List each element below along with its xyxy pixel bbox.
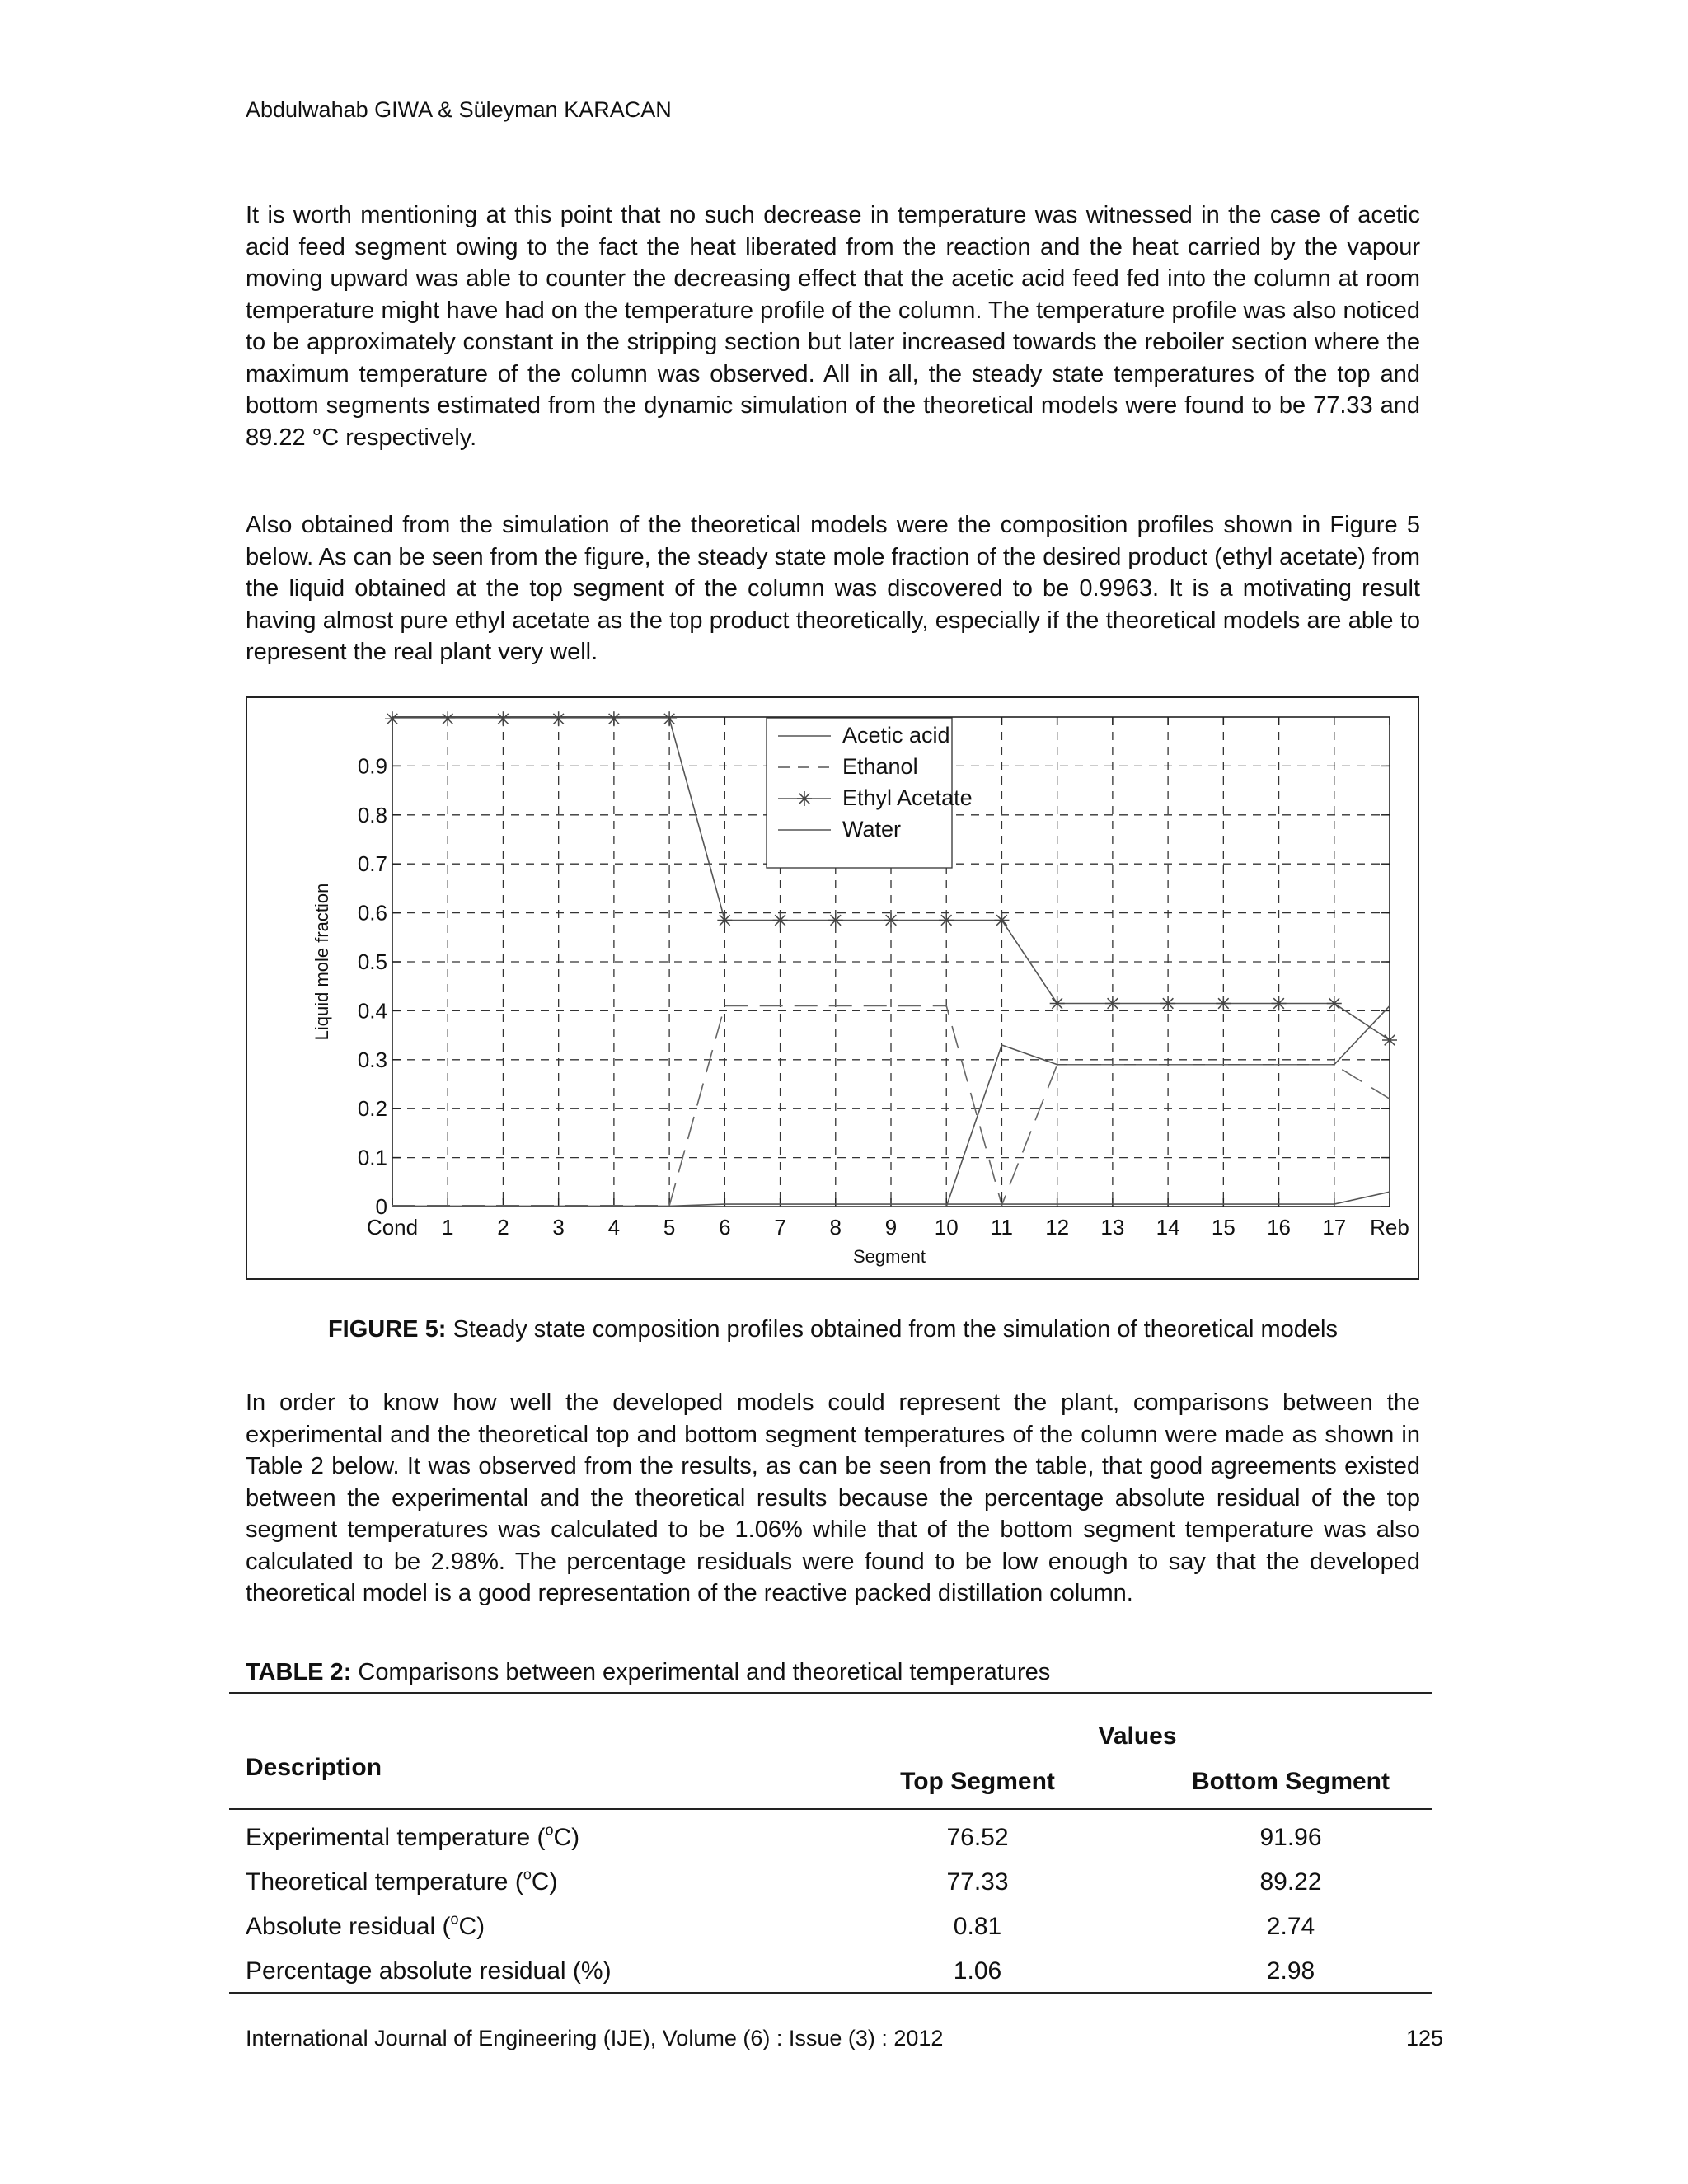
x-tick-label: Cond [366,1215,419,1240]
data-point-ethyl-acetate [440,711,455,726]
footer-page-number: 125 [1406,2026,1444,2050]
table-top-rule [229,1692,1432,1694]
data-point-ethyl-acetate [773,913,788,928]
composition-profile-chart [247,698,1418,1278]
y-tick-label: 0.8 [357,802,387,827]
y-tick-label: 0.3 [357,1047,387,1072]
data-point-ethyl-acetate [1272,996,1287,1010]
y-tick-label: 0.5 [357,949,387,974]
y-tick-label: 0 [375,1194,387,1219]
x-tick-label: 3 [552,1215,565,1240]
x-tick-label: 12 [1045,1215,1070,1240]
data-point-ethyl-acetate [1160,996,1175,1010]
table-row-top: 1.06 [953,1957,1002,1985]
x-tick-label: 15 [1211,1215,1236,1240]
x-tick-label: 16 [1267,1215,1292,1240]
y-tick-label: 0.9 [357,753,387,779]
table-header-top-segment: Top Segment [900,1768,1055,1795]
x-tick-label: 13 [1100,1215,1125,1240]
x-tick-label: 8 [829,1215,842,1240]
legend-label-ethyl-acetate: Ethyl Acetate [842,785,973,810]
legend-label-water: Water [842,817,902,841]
y-tick-label: 0.4 [357,998,387,1024]
x-tick-label: 11 [990,1215,1013,1240]
data-point-ethyl-acetate [828,913,843,928]
data-point-ethyl-acetate [994,913,1009,928]
table-header-description: Description [246,1754,382,1781]
x-tick-label: 7 [774,1215,786,1240]
data-point-ethyl-acetate [551,711,566,726]
body-paragraph-3: In order to know how well the developed models could represent the plant, comparisons between the experimental and the theoretical top and bottom segment temperatures of the column were made as shown in Table 2 below. It was observed from the results, as can be seen from the table, that good agreements existed between the experimental and the theoretical results because the percentage absolute residual of the top segment temperatures was calculated to be 1.06% while that of the bottom segment temperature was also calculated to be 2.98%. The percentage residuals were found to be low enough to say that the developed theoretical model is a good representation of the reactive packed distillation column. [246,1390,1420,1606]
table-row-description: Percentage absolute residual (%) [246,1957,612,1985]
table-header-rule [229,1808,1432,1810]
table-row-bottom: 89.22 [1259,1868,1322,1896]
x-tick-label: Reb [1370,1215,1409,1240]
y-tick-label: 0.6 [357,900,387,926]
x-axis-label: Segment [852,1246,926,1267]
x-tick-label: 6 [719,1215,731,1240]
footer-journal: International Journal of Engineering (IJE), Volume (6) : Issue (3) : 2012 [246,2026,944,2050]
data-point-ethyl-acetate [385,711,400,726]
table-bottom-rule [229,1992,1432,1994]
table-row-bottom: 2.74 [1266,1913,1315,1940]
figure-caption [246,1316,1420,1343]
x-tick-label: 4 [607,1215,621,1240]
data-point-ethyl-acetate [607,711,621,726]
x-tick-label: 2 [497,1215,509,1240]
table-header-bottom-segment: Bottom Segment [1192,1768,1390,1795]
y-tick-label: 0.7 [357,851,387,877]
table-row-top: 76.52 [946,1824,1009,1851]
table-row-top: 77.33 [946,1868,1009,1896]
legend-label-ethanol: Ethanol [842,754,918,779]
figure-5-frame [246,696,1419,1280]
table-row-bottom: 2.98 [1266,1957,1315,1985]
y-axis-label: Liquid mole fraction [312,883,332,1041]
data-point-ethyl-acetate [939,913,954,928]
data-point-ethyl-acetate [495,711,510,726]
table-row-bottom: 91.96 [1259,1824,1322,1851]
x-tick-label: 10 [934,1215,959,1240]
x-tick-label: 5 [663,1215,676,1240]
y-tick-label: 0.2 [357,1096,387,1122]
figure-caption-text: Steady state composition profiles obtained from the simulation of theoretical models [452,1316,1339,1343]
data-point-ethyl-acetate [1050,996,1065,1010]
data-point-ethyl-acetate [1105,996,1120,1010]
table-row-description: Theoretical temperature ($^o$C) [246,1866,558,1896]
x-tick-label: 14 [1156,1215,1180,1240]
data-point-ethyl-acetate [662,711,677,726]
data-point-ethyl-acetate [1382,1033,1397,1047]
legend-marker-ethyl-acetate [797,791,812,806]
data-point-ethyl-acetate [1327,996,1342,1010]
table-row-description: Experimental temperature ($^o$C) [246,1821,580,1851]
x-tick-label: 1 [441,1215,454,1240]
body-paragraph-2: Also obtained from the simulation of the theoretical models were the composition profiles shown in Figure 5 below. As can be seen from the figure, the steady state mole fraction of the desired product (ethyl acetate) from the liquid obtained at the top segment of the column was discovered to be 0.9963. It is a motivating result having almost pure ethyl acetate as the top product theoretically, especially if the theoretical models are able to represent the real plant very well. [246,512,1420,665]
figure-caption-label: FIGURE 5: [327,1316,447,1343]
table-caption-label: TABLE 2: [246,1659,352,1685]
table-caption [246,1659,1050,1686]
data-point-ethyl-acetate [717,913,732,928]
body-paragraph-1: It is worth mentioning at this point that no such decrease in temperature was witnessed in the case of acetic acid feed segment owing to the fact the heat liberated from the reaction and the heat carried by the vapour moving upward was able to counter the decreasing effect that the acetic acid feed fed into the column at room temperature might have had on the temperature profile of the column. The temperature profile was also noticed to be approximately constant in the stripping section but later increased towards the reboiler section where the maximum temperature of the column was observed. All in all, the steady state temperatures of the top and bottom segments estimated from the dynamic simulation of the theoretical models were found to be 77.33 and 89.22 °C respectively. [246,202,1420,451]
legend-label-acetic-acid: Acetic acid [842,723,950,748]
table-caption-text: Comparisons between experimental and theoretical temperatures [358,1659,1051,1685]
table-row-description: Absolute residual ($^o$C) [246,1910,485,1940]
x-tick-label: 9 [884,1215,898,1240]
table-row-top: 0.81 [953,1913,1002,1940]
x-tick-label: 17 [1322,1215,1347,1240]
table-header-values: Values [1098,1722,1177,1750]
data-point-ethyl-acetate [884,913,898,928]
y-tick-label: 0.1 [357,1145,387,1170]
running-header: Abdulwahab GIWA & Süleyman KARACAN [246,97,672,122]
data-point-ethyl-acetate [1216,996,1231,1010]
